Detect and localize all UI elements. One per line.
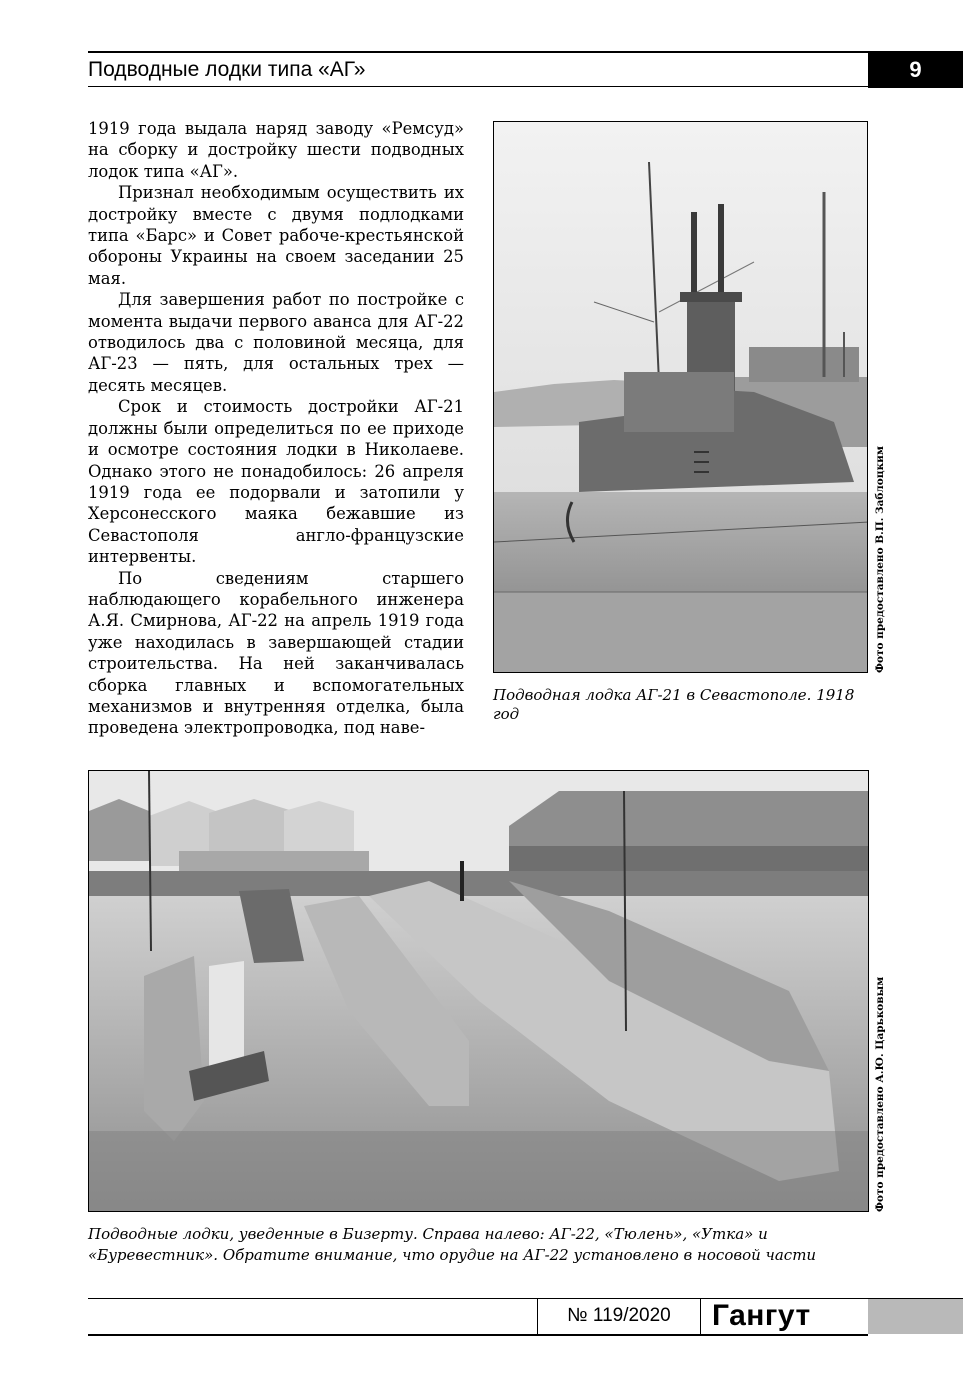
footer-separator	[700, 1298, 701, 1335]
header-rule	[88, 51, 868, 53]
paragraph: По сведениям старшего наблюдающего корабельного инженера А.Я. Смирнова, АГ-22 на апрель 1919 года уже находилась в завершающей стадии строительства. На ней заканчивалась сборка главных и вспомогательных механизмов и внутренняя отделка, была проведена электропроводка, под наве-	[88, 568, 464, 738]
article-body	[88, 118, 464, 739]
running-title: Подводные лодки типа «АГ»	[88, 58, 366, 81]
footer-separator	[537, 1298, 538, 1335]
footer-grey-block	[868, 1299, 963, 1334]
photo-ag21-image	[494, 122, 868, 673]
paragraph: Для завершения работ по постройке с момента выдачи первого аванса для АГ-22 отводилось два с половиной месяца, для АГ-23 — пять, для остальных трех — десять месяцев.	[88, 290, 464, 395]
photo-bizerte-image	[89, 771, 869, 1212]
footer-rule-top	[88, 1298, 963, 1299]
header-underline	[88, 86, 868, 87]
photo-caption: Подводные лодки, уведенные в Бизерту. Справа налево: АГ-22, «Тюлень», «Утка» и «Буревестник». Обратите внимание, что орудие на АГ-22 установлено в носовой части	[88, 1225, 817, 1264]
magazine-logo: Гангут	[712, 1299, 811, 1332]
photo-submarines-bizerte	[88, 770, 869, 1212]
page-number: 9	[868, 51, 963, 88]
photo-submarine-ag21	[493, 121, 868, 673]
photo-caption: Подводная лодка АГ-21 в Севастополе. 1918 год	[493, 686, 855, 723]
paragraph: Признал необходимым осуществить их достройку вместе с двумя подлодками типа «Барс» и Совет рабоче-крестьянской обороны Украины на своем заседании 25 мая.	[88, 183, 464, 288]
photo-credit: Фото предоставлено А.Ю. Царьковым	[874, 976, 886, 1212]
paragraph: 1919 года выдала наряд заводу «Ремсуд» на сборку и достройку шести подводных лодок типа «АГ».	[88, 119, 464, 181]
paragraph: Срок и стоимость достройки АГ-21 должны были определиться по ее приходе и осмотре состояния лодки в Николаеве. Однако этого не понадобилось: 26 апреля 1919 года ее подорвали и затопили у Херсонесского маяка бежавшие из Севастополя англо-французские интервенты.	[88, 397, 464, 567]
footer-rule-bottom	[88, 1334, 868, 1336]
issue-number: № 119/2020	[567, 1305, 671, 1326]
photo-credit: Фото предоставлено В.П. Заблоцким	[874, 445, 886, 673]
